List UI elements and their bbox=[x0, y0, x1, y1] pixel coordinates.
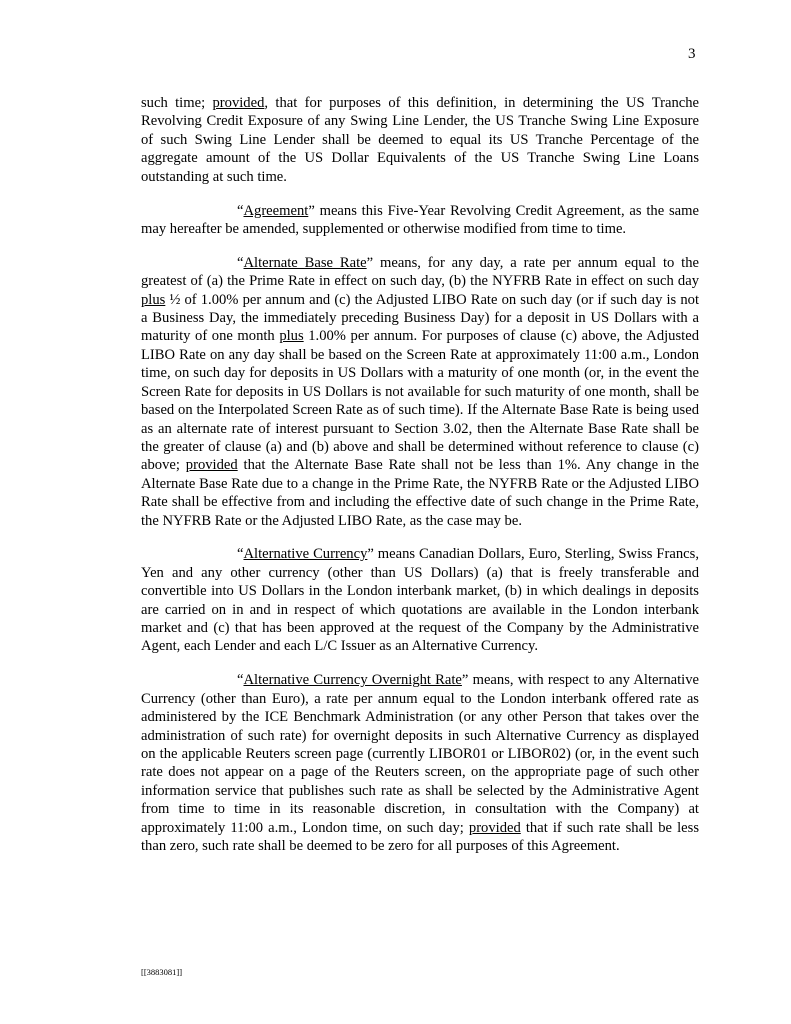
definition-text: ½ of 1.00% per annum and (c) the Adjusted LIBO Rate on such day (or if such day is not a Business Day, the immediately preceding Business Day) for a deposit in US Dollars with a maturity of one month bbox=[141, 291, 699, 345]
definition-alternative-currency bbox=[141, 545, 699, 655]
definition-text: 1.00% per annum. For purposes of clause (c) above, the Adjusted LIBO Rate on any day shall be based on the Screen Rate at approximately 11:00 a.m., London time, on such day for deposits in US Dollars with a maturity of one month (or, in the event the Screen Rate for deposits in US Dollars is not available for such maturity of one month, shall be based on the Interpolated Screen Rate as of such time). If the Alternate Base Rate is being used as an alternate rate of interest pursuant to Section 3.02, then the Alternate Base Rate shall be the greater of clause (a) and (b) above and shall be determined without reference to clause (c) above; bbox=[141, 328, 699, 474]
definition-agreement bbox=[141, 202, 699, 239]
defined-term: Alternate Base Rate bbox=[243, 254, 367, 271]
definition-text: ” means this Five-Year Revolving Credit Agreement, as the same may hereafter be amended, supplemented or otherwise modified from time to time. bbox=[141, 202, 699, 237]
underlined-provided: provided bbox=[212, 95, 265, 111]
underlined-plus: plus bbox=[279, 328, 304, 345]
defined-term: Alternative Currency Overnight Rate bbox=[243, 672, 462, 689]
definition-text: ” means, with respect to any Alternative Currency (other than Euro), a rate per annum equal to the London interbank offered rate as administered by the ICE Benchmark Administration (or any other Person that takes over the administration of such rate) for overnight deposits in such Alternative Currency as displayed on the applicable Reuters screen page (currently LIBOR01 or LIBOR02) (or, in the event such rate does not appear on a page of the Reuters screen, on the appropriate page of such other information service that publishes such rate as shall be selected by the Administrative Agent from time to time in its reasonable discretion, in consultation with the Company) at approximately 11:00 a.m., London time, on such day; bbox=[141, 672, 699, 836]
document-id-footer: [[3883081]] bbox=[141, 967, 183, 977]
definition-text: that if such rate shall be less than zero, such rate shall be deemed to be zero for all purposes of this Agreement. bbox=[141, 819, 699, 855]
open-quote: “ bbox=[237, 254, 244, 271]
defined-term: Alternative Currency bbox=[243, 546, 368, 563]
open-quote: “ bbox=[237, 546, 244, 563]
paragraph-continuation bbox=[141, 94, 699, 186]
definition-alternate-base-rate bbox=[141, 254, 699, 530]
open-quote: “ bbox=[237, 672, 244, 689]
underlined-provided: provided bbox=[185, 457, 238, 474]
text-run: such time; bbox=[141, 95, 213, 111]
open-quote: “ bbox=[237, 202, 244, 219]
page-number: 3 bbox=[688, 46, 696, 62]
definition-text: ” means, for any day, a rate per annum equal to the greatest of (a) the Prime Rate in effect on such day, (b) the NYFRB Rate in effect on such day bbox=[141, 254, 699, 290]
underlined-provided: provided bbox=[468, 819, 521, 836]
definition-alternative-currency-overnight-rate bbox=[141, 671, 699, 855]
underlined-plus: plus bbox=[141, 291, 166, 308]
document-body bbox=[141, 94, 699, 871]
definition-text: ” means Canadian Dollars, Euro, Sterling, Swiss Francs, Yen and any other currency (other than US Dollars) (a) that is freely transferable and convertible into US Dollars in the London interbank market, (b) in which dealings in deposits are carried on in and in respect of which quotations are available in the London interbank market and (c) that has been approved at the request of the Company by the Administrative Agent, each Lender and each L/C Issuer as an Alternative Currency. bbox=[141, 546, 699, 655]
text-run: , that for purposes of this definition, in determining the US Tranche Revolving Credit Exposure of any Swing Line Lender, the US Tranche Swing Line Exposure of such Swing Line Lender shall be deemed to equal its US Tranche Percentage of the aggregate amount of the US Dollar Equivalents of the US Tranche Swing Line Loans outstanding at such time. bbox=[141, 95, 699, 185]
defined-term: Agreement bbox=[243, 202, 309, 219]
definition-text: that the Alternate Base Rate shall not be less than 1%. Any change in the Alternate Base Rate due to a change in the Prime Rate, the NYFRB Rate or the Adjusted LIBO Rate shall be effective from and including the effective date of such change in the Prime Rate, the NYFRB Rate or the Adjusted LIBO Rate, as the case may be. bbox=[141, 457, 699, 529]
